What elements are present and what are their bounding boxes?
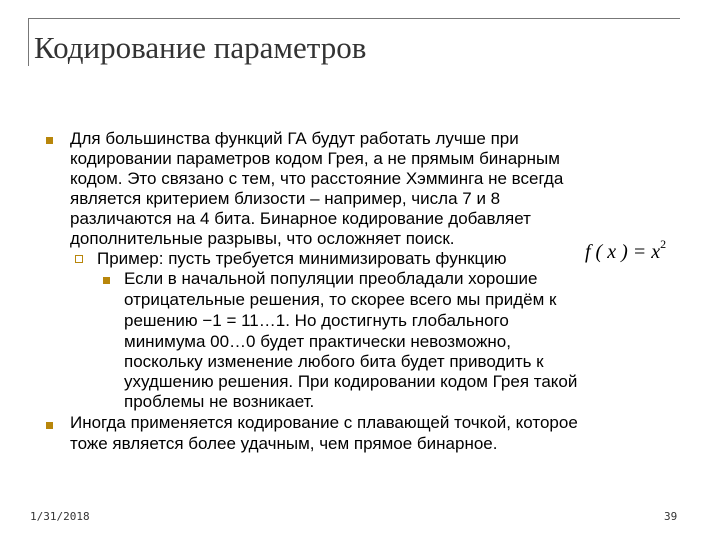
slide-title: Кодирование параметров [34,30,367,65]
bullet-square-icon [103,277,110,284]
footer-page-number: 39 [664,510,678,523]
paragraph1-line: различаются на 4 бита. Бинарное кодирование добавляет [70,209,531,228]
sub2-line: поскольку изменение любого бита будет приводить к [124,352,544,371]
formula [585,237,666,264]
sub2-line: решению −1 = 11…1. Но достигнуть глобального [124,311,509,330]
sub2-line: Если в начальной популяции преобладали хорошие [124,269,538,288]
paragraph1-line: кодом. Это связано с тем, что расстояние Хэмминга не всегда [70,169,564,188]
sub2-line: ухудшению решения. При кодировании кодом Грея такой [124,372,578,391]
footer-date: 1/31/2018 [30,510,90,523]
paragraph1-line: является критерием близости – например, числа 7 и 8 [70,189,501,208]
formula-exponent: 2 [660,237,667,251]
sub2-line: минимума 00…0 будет практически невозможно, [124,332,511,351]
sub1-text: Пример: пусть требуется минимизировать функцию [97,249,507,268]
paragraph1-line: Для большинства функций ГА будут работать лучше при [70,129,519,148]
sub2-line: отрицательные решения, то скорее всего мы придём к [124,290,557,309]
bullet-square-icon [46,422,53,429]
paragraph2-line: Иногда применяется кодирование с плавающей точкой, которое [70,413,578,432]
bullet-hollow-icon [75,255,83,263]
paragraph2-line: тоже является более удачным, чем прямое бинарное. [70,434,498,453]
paragraph1-line: дополнительные разрывы, что осложняет поиск. [70,229,455,248]
title-frame-left [28,18,29,66]
sub2-line: проблемы не возникает. [124,392,315,411]
paragraph1-line: кодировании параметров кодом Грея, а не прямым бинарным [70,149,560,168]
title-frame-top [28,18,680,19]
formula-base: f ( x ) = x [585,241,661,263]
bullet-square-icon [46,137,53,144]
